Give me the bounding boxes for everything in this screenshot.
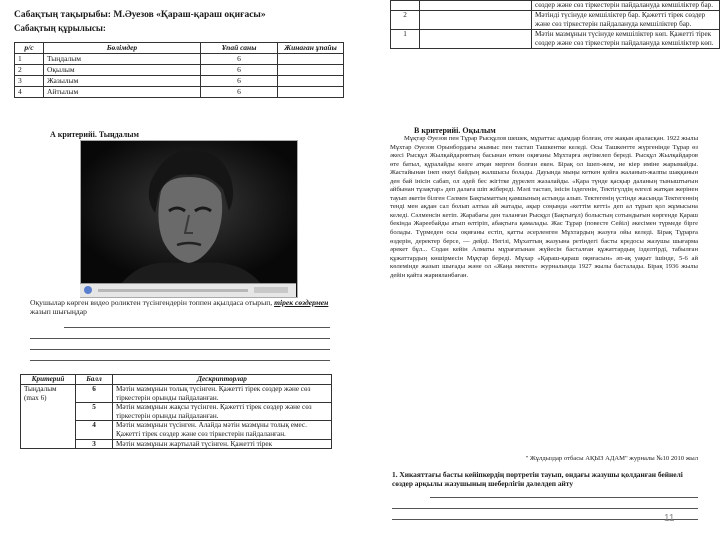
cell [391,1,420,11]
cell: Мәтін мазмұнын түсінуде кемшіліктер көп. Қажетті тірек сөздер және сөз тіркестерін пайдалануда кемшіліктер көп. [532,30,720,49]
score-cell: 5 [76,403,113,421]
rubric-continuation-table [390,0,720,49]
cell: 6 [201,54,278,65]
column-header: Дескрипторлар [113,375,332,385]
cell: 1 [15,54,44,65]
table-row [21,385,332,403]
rubric-table [20,374,332,449]
answer-line [30,349,330,350]
page-number: 11 [664,513,675,524]
criterion-b-title: В критерийі. Оқылым [414,126,496,135]
table-row [391,1,720,11]
lesson-structure-label: Сабақтың құрылысы: [14,23,106,33]
table-row [15,76,344,87]
column-header: Бөлімдер [44,43,201,54]
video-still [80,140,298,298]
score-cell: 6 [76,385,113,403]
task-text: жазып шығыңдар [30,307,87,317]
cell: Тыңдалым [44,54,201,65]
column-header: р/с [15,43,44,54]
lesson-title [14,10,344,20]
lesson-title-text: М.Әуезов «Қараш-қараш оқиғасы» [113,10,266,20]
sections-table [14,42,344,98]
cell: 3 [15,76,44,87]
criterion-a-task [30,298,330,317]
cell [420,30,532,49]
answer-line [30,338,330,339]
cell: Оқылым [44,65,201,76]
cell [278,54,344,65]
column-header: Жинаған ұпайы [278,43,344,54]
criterion-b-task: 1. Хикаяттағы басты кейіпкердің портретін тауып, ондағы жазушы қолданған бейнелі сөздер арқылы жазушының шеберлігін дәлелдеп айту [392,470,683,488]
table-row [391,11,720,30]
cell [278,87,344,98]
score-cell: 3 [76,439,113,449]
cell: Айтылым [44,87,201,98]
answer-line [392,519,698,520]
cell: 2 [391,11,420,30]
cell: 4 [15,87,44,98]
table-row [15,54,344,65]
progress-track[interactable] [98,289,248,292]
score-cell: 4 [76,421,113,439]
answer-line [392,508,698,509]
column-header: Ұпай саны [201,43,278,54]
cell: Мәтінді түсінуде кемшіліктер бар. Қажетті тірек сөздер және сөз тіркестерін пайдалануда кемшіліктер бар. [532,11,720,30]
cell [420,11,532,30]
table-row [15,65,344,76]
cell: 1 [391,30,420,49]
task-keyword: тірек сөздермен [274,298,329,307]
lesson-title-label: Сабақтың тақырыбы: [14,10,111,20]
criterion-cell: Тыңдалым (max 6) [21,385,76,449]
volume-icon[interactable] [254,287,288,293]
table-header-row [15,43,344,54]
video-portrait-image [81,141,297,284]
cell [420,1,532,11]
table-header-row [21,375,332,385]
descriptor-cell: Мәтін мазмұнын толық түсінген. Қажетті тірек сөздер және сөз тіркестерін орынды пайдаланған. [113,385,332,403]
task-text: Оқушылар көрген видео роликтен түсінгендерін топпен ақылдаса отырып, [30,298,275,307]
cell: 6 [201,65,278,76]
descriptor-cell: Мәтін мазмұнын жартылай түсінген. Қажетті тірек [113,439,332,449]
cell: сөздер және сөз тіркестерін пайдалануда кемшіліктер бар. [532,1,720,11]
cell: 2 [15,65,44,76]
criterion-a-title: А критерийі. Тыңдалым [50,130,139,139]
cell: 6 [201,87,278,98]
descriptor-cell: Мәтін мазмұнын түсінген. Алайда мәтін мазмұны толық емес. Қажетті тірек сөздер және сөз тіркестерін пайдаланған. [113,421,332,439]
column-header: Балл [76,375,113,385]
cell: 6 [201,76,278,87]
cell: Жазылым [44,76,201,87]
table-row [15,87,344,98]
reading-passage: Мұқтар Әуезов пен Тұрар Рысқұлов шешек, мұраттас адамдар болған, оте жақын араласқан. 1922 жылы Мұхтар Әуезов Орынбордағы жымыс пен тастап Ташкентке келеді. Осы Ташкентте жүргенінде Тұрар өз әкесі Рысқұл Жылқайдаровтың басынан өткен оқиғаны Мұхтарға әңгімелеп береді. Рысқұл Жылқайдаров өте батыл, құралайды көзге атқан мерген болған екен. Бірақ ол ішеп-жем, ие кіер иміне жарымайды. Жастайынан інеп екеуі байдың жалшысы болады. Дауында мыңы кеткен қойға жаланып-жалпы шаққанын ден бай інісін сабап, ол әдей бес жігітке дүрелеп жазалайды. «Қара түнде қасқыр даланың тыныштығын айбынан тұзақтар» деп далаға шіп жібереді. Мәлі тастап, інісін іздегенін, Тектігүлдің өлгелі жатқан жерінен тауып әкетін білген Сәлмен Бақтыматтың қамшының астында алып. Тектегенің үстінде жасында Тектегеннің тенді мен ақдан сал болып алтыа ай жатады, ақыр соңында «кеттім кетті» деп ал тұрып қол жұмысына келеді. Сәлменсін кетіп. Жарабағы ден таланған Рысқұл (Бақтығұл) болыстың сотындығын көргенде Қараш бекінда Жареебайды атып өлтіріп, абақтыға қамалады. Жас Тұрар (повесте Сейіл) әкесімен түрмеде бірге болады. Түрмеден осы оқиғаны естіп, қатты әсерленген Мұхтардың жазуға ойы келеді. Бірақ Тұрарға өздерін, деректер берсе, — дейді. Негізі, Мұхаттың жазуына ретіндегі басты кредосы жазушы шығарма әрекет бұл... Содан кейін Алматы мұрағатынан жүйесін басталған құжаттардың ізделтірді, табылған құжаттардың көшірмесін Мұқтар береді. Мұхар «Қараш-қараш оқиғасын» әп-ақ уақыт ішінде, 5-6 ай көлемінде жазып шығады және ол «Жаңа мектеп» журналында 1927 жылы басталады. Бірақ 1936 жылы дейін қайта жарияланбаған. [390,135,698,279]
column-header: Критерий [21,375,76,385]
answer-line [30,360,330,361]
video-controls-bar[interactable] [80,283,296,297]
answer-line [64,327,330,328]
descriptor-cell: Мәтін мазмұнын жақсы түсінген. Қажетті тірек сөздер және сөз тіркестерін орынды пайдаланған. [113,403,332,421]
table-row [391,30,720,49]
passage-source: " Жұлдыздар отбасы АҚЫЗ АДАМ" журналы №10 2010 жыл [525,455,698,462]
cell [278,65,344,76]
cell [278,76,344,87]
answer-line [430,497,698,498]
play-icon[interactable] [84,286,92,294]
